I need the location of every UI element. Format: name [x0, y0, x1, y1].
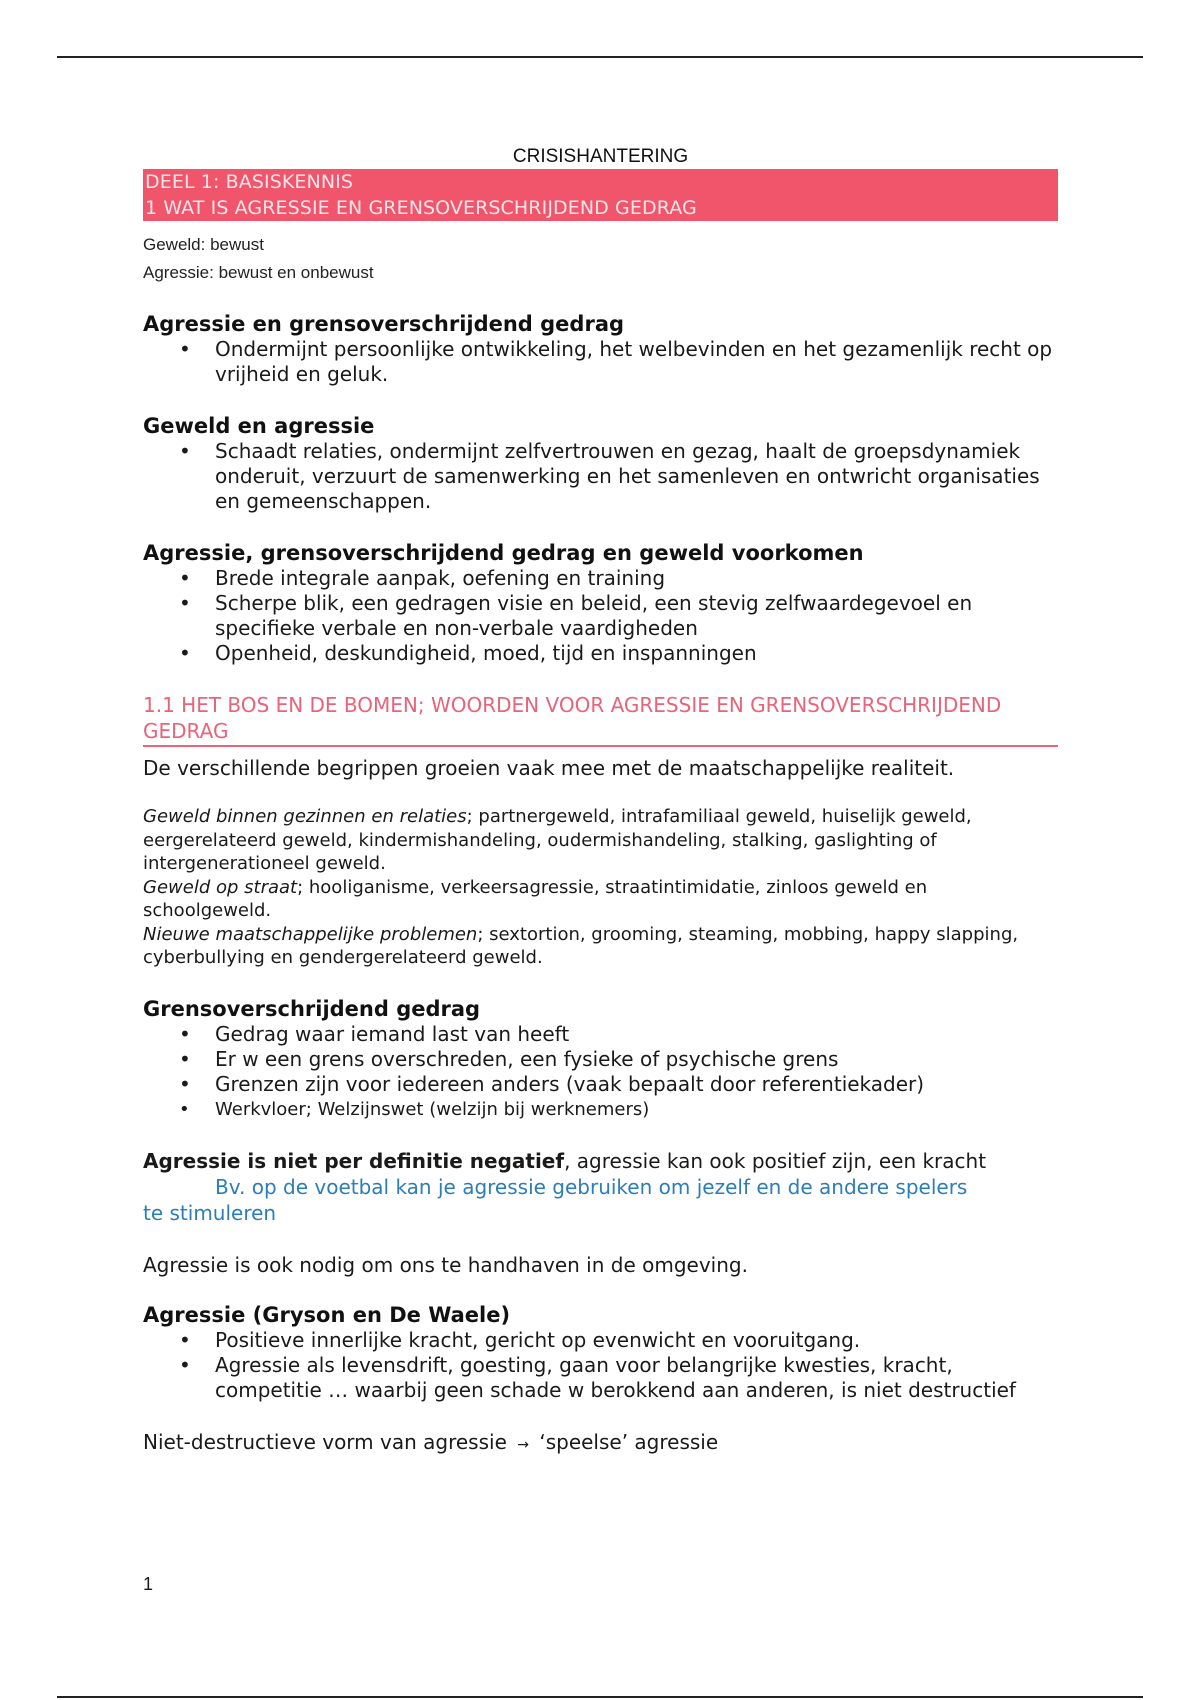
definition-agressie: Agressie: bewust en onbewust [143, 263, 374, 282]
group-text: ; sextortion, grooming, steaming, mobbing, happy slapping, cyberbullying en gendergerelateerd geweld. [143, 923, 1019, 968]
section-heading: Agressie en grensoverschrijdend gedrag [143, 312, 625, 336]
violence-group [143, 876, 1058, 923]
violence-group [143, 923, 1058, 970]
example-line: Bv. op de voetbal kan je agressie gebruiken om jezelf en de andere spelers [215, 1174, 968, 1199]
definition-geweld: Geweld: bewust [143, 235, 264, 254]
list-item: • Agressie als levensdrift, goesting, gaan voor belangrijke kwesties, kracht, competitie … waarbij geen schade w berokkend aan anderen, is niet destructief [215, 1353, 1058, 1403]
group-text: ; hooliganisme, verkeersagressie, straatintimidatie, zinloos geweld en schoolgeweld. [143, 876, 928, 921]
statement-rest: , agressie kan ook positief zijn, een kracht [564, 1148, 987, 1173]
example-text [143, 1174, 1058, 1226]
bullet-list [143, 1022, 1058, 1122]
document-title: CRISISHANTERING [512, 146, 689, 167]
section-heading: Agressie, grensoverschrijdend gedrag en geweld voorkomen [143, 541, 864, 565]
list-item: • Gedrag waar iemand last van heeft [215, 1022, 1058, 1047]
list-item: • Brede integrale aanpak, oefening en training [215, 566, 1058, 591]
group-label: Geweld binnen gezinnen en relaties [143, 806, 467, 827]
document-page [143, 146, 1058, 1458]
group-text: ; partnergeweld, intrafamiliaal geweld, huiselijk geweld, eergerelateerd geweld, kindermishandeling, oudermishandeling, stalking, gaslighting of intergenerationeel geweld. [143, 806, 972, 874]
arrow-icon: → [517, 1436, 529, 1453]
violence-group [143, 805, 1058, 876]
banner-line-part: DEEL 1: BASISKENNIS [145, 171, 354, 193]
paragraph: Agressie is ook nodig om ons te handhaven in de omgeving. [143, 1252, 748, 1277]
group-label: Nieuwe maatschappelijke problemen [143, 923, 478, 945]
group-label: Geweld op straat [143, 876, 298, 898]
final-paragraph [143, 1429, 1058, 1458]
bottom-rule [57, 1696, 1143, 1698]
final-left: Niet-destructieve vorm van agressie [143, 1429, 507, 1454]
list-item: • Schaadt relaties, ondermijnt zelfvertrouwen en gezag, haalt de groepsdynamiek onderuit, verzuurt de samenwerking en het samenleven en ontwricht organisaties en gemeenschappen. [215, 439, 1058, 514]
banner-line-chapter: 1 WAT IS AGRESSIE EN GRENSOVERSCHRIJDEND GEDRAG [145, 197, 697, 219]
example-line: te stimuleren [143, 1200, 277, 1225]
final-right: ‘speelse’ agressie [539, 1429, 719, 1454]
list-item: • Positieve innerlijke kracht, gericht op evenwicht en vooruitgang. [215, 1328, 1058, 1353]
list-item: • Grenzen zijn voor iedereen anders (vaak bepaalt door referentiekader) [215, 1072, 1058, 1097]
bullet-list [143, 1328, 1058, 1403]
page-number: 1 [143, 1574, 154, 1594]
paragraph-positive-aggression [143, 1148, 1058, 1174]
section-heading: Agressie (Gryson en De Waele) [143, 1302, 511, 1327]
bullet-list [143, 566, 1058, 666]
subsection-heading: 1.1 HET BOS EN DE BOMEN; WOORDEN VOOR AGRESSIE EN GRENSOVERSCHRIJDEND GEDRAG [143, 692, 1058, 747]
violence-types-paragraph [143, 805, 1058, 970]
list-item: • Werkvloer; Welzijnswet (welzijn bij werknemers) [215, 1097, 1058, 1122]
list-item: • Openheid, deskundigheid, moed, tijd en inspanningen [215, 641, 1058, 666]
section-heading: Geweld en agressie [143, 414, 375, 438]
section-heading: Grensoverschrijdend gedrag [143, 996, 481, 1021]
bold-statement: Agressie is niet per definitie negatief [143, 1148, 565, 1173]
part-banner [143, 169, 1058, 221]
bullet-list [143, 337, 1058, 387]
list-item: • Er w een grens overschreden, een fysieke of psychische grens [215, 1047, 1058, 1072]
paragraph: De verschillende begrippen groeien vaak mee met de maatschappelijke realiteit. [143, 756, 955, 780]
list-item: • Scherpe blik, een gedragen visie en beleid, een stevig zelfwaardegevoel en specifieke verbale en non-verbale vaardigheden [215, 591, 1058, 641]
bullet-list [143, 439, 1058, 514]
top-rule [57, 56, 1143, 58]
list-item: • Ondermijnt persoonlijke ontwikkeling, het welbevinden en het gezamenlijk recht op vrijheid en geluk. [215, 337, 1058, 387]
